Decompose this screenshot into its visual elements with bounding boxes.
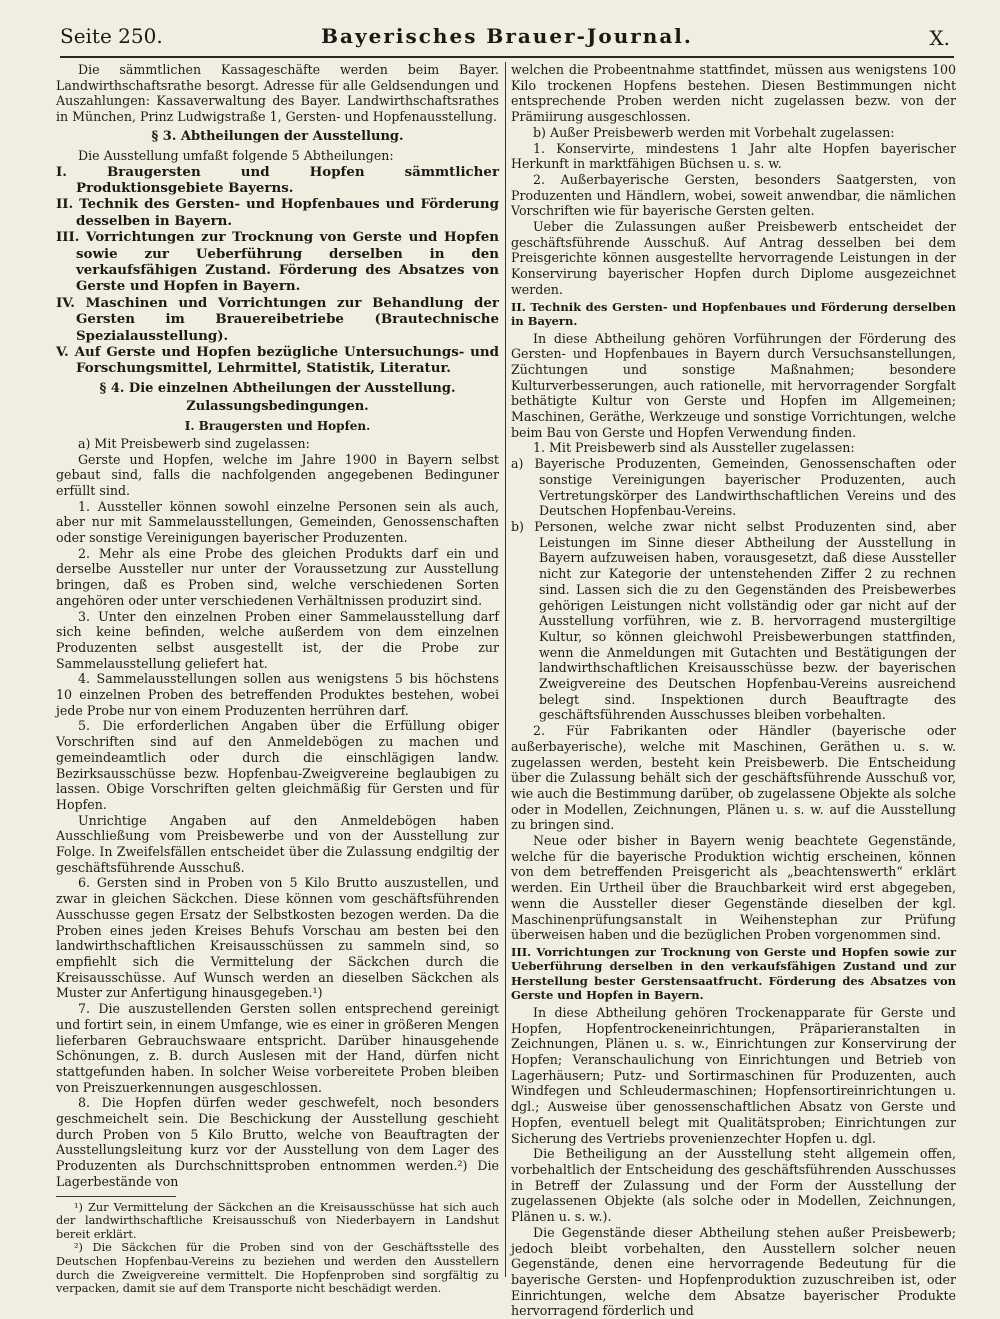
footnote: ²) Die Säckchen für die Proben sind von der Geschäftsstelle des Deutschen Hopfenbau-Vereins zu beziehen und werden den Ausstellern durch die Zweigvereine vermittelt. Die Hopfenproben sind sorgfältig zu verpacken, damit sie auf dem Transporte nicht beschädigt werden. xyxy=(56,1241,499,1296)
paragraph: In diese Abtheilung gehören Trockenapparate für Gerste und Hopfen, Hopfentrockeneinrichtungen, Präparieranstalten in Zeichnungen, Plänen u. s. w., Einrichtungen zur Konservirung der Hopfen; Veranschaulichung von Einrichtungen und Betrieb von Lagerhäusern; Putz- und Sortirmaschinen für Produzenten, auch Windfegen und Schleudermaschinen; Hopfensortireinrichtungen u. dgl.; Ausweise über genossenschaftlichen Absatz von Gerste und Hopfen, eventuell belegt mit Qualitätsproben; Einrichtungen zur Sicherung des Vertriebs provenienzechter Hopfen u. dgl. xyxy=(511,1004,956,1146)
section-heading: § 4. Die einzelnen Abtheilungen der Ausstellung. Zulassungsbedingungen. xyxy=(99,380,456,414)
subsection-heading: III. Vorrichtungen zur Trocknung von Gerste und Hopfen sowie zur Ueberführung derselben in den verkaufsfähigen Zustand und zur Herstellung bester Gerstensaatfrucht. Förderung des Absatzes von Gerste und Hopfen in Bayern. xyxy=(511,944,956,1003)
article-body xyxy=(56,62,956,1319)
paragraph: 2. Außerbayerische Gersten, besonders Saatgersten, von Produzenten und Händlern, wobei, soweit anwendbar, die nämlichen Vorschriften wie für bayerische Gersten gelten. xyxy=(511,171,956,219)
paragraph: Die sämmtlichen Kassageschäfte werden beim Bayer. Landwirthschaftsrathe besorgt. Adresse für alle Geldsendungen und Auszahlungen: Kassaverwaltung des Bayer. Landwirthschaftsrathes in München, Prinz Ludwigstraße 1, Gersten- und Hopfenausstellung. xyxy=(56,62,499,125)
paragraph: Neue oder bisher in Bayern wenig beachtete Gegenstände, welche für die bayerische Produktion wichtig erscheinen, können von dem betreffenden Preisgericht als „beachtenswerth“ erklärt werden. Ein Urtheil über die Brauchbarkeit wird erst abgegeben, wenn die Aussteller dieser Gegenstände dieselben der kgl. Maschinenprüfungsanstalt in Weihenstephan zur Prüfung überweisen haben und die bezüglichen Proben vorgenommen sind. xyxy=(511,833,956,943)
paragraph: 8. Die Hopfen dürfen weder geschwefelt, noch besonders geschmeichelt sein. Die Beschickung der Ausstellung geschieht durch Proben von 5 Kilo Brutto, welche von Beauftragten der Ausstellungsleitung kurz vor der Ausstellung von dem Lager des Produzenten als Durchschnittsproben entnommen werden.²) Die Lagerbestände von xyxy=(56,1095,499,1189)
division-item: I. Braugersten und Hopfen sämmtlicher Produktionsgebiete Bayerns. xyxy=(56,163,499,196)
paragraph: Gerste und Hopfen, welche im Jahre 1900 in Bayern selbst gebaut sind, falls die nachfolgenden angegebenen Bedinguner erfüllt sind. xyxy=(56,451,499,498)
paragraph: 3. Unter den einzelnen Proben einer Sammelausstellung darf sich keine befinden, welche außerdem von dem einzelnen Produzenten selbst ausgestellt ist, der die Probe zur Sammelausstellung geliefert hat. xyxy=(56,608,499,671)
paragraph: 1. Konservirte, mindestens 1 Jahr alte Hopfen bayerischer Herkunft in marktfähigen Büchsen u. s. w. xyxy=(511,140,956,172)
paragraph: 2. Für Fabrikanten oder Händler (bayerische oder außerbayerische), welche mit Maschinen, Geräthen u. s. w. zugelassen werden, besteht kein Preisbewerb. Die Entscheidung über die Zulassung behält sich der geschäftsführende Ausschuß vor, wie auch die Bestimmung darüber, ob zugelassene Objekte als solche oder in Modellen, Zeichnungen, Plänen u. s. w. auf die Ausstellung zu bringen sind. xyxy=(511,723,956,833)
list-item: b) Personen, welche zwar nicht selbst Produzenten sind, aber Leistungen im Sinne dieser Abtheilung der Ausstellung in Bayern aufzuweisen haben, vorausgesetzt, daß diese Aussteller nicht zur Kategorie der untenstehenden Ziffer 2 zu rechnen sind. Lassen sich die zu den Gegenständen des Preisbewerbes gehörigen Leistungen nicht vollständig oder gar nicht auf der Ausstellung vorführen, wie z. B. hervorragend mustergiltige Kultur, so können gleichwohl Preisbewerbungen stattfinden, wenn die Anmeldungen mit Gutachten und Bestätigungen der landwirthschaftlichen Kreisausschüsse bezw. der bayerischen Zweigvereine des Deutschen Hopfenbau-Vereins ausreichend belegt sind. Inspektionen durch Beauftragte des geschäftsführenden Ausschusses bleiben vorbehalten. xyxy=(511,518,956,723)
paragraph: b) Außer Preisbewerb werden mit Vorbehalt zugelassen: xyxy=(533,124,895,140)
paragraph: Die Gegenstände dieser Abtheilung stehen außer Preisbewerb; jedoch bleibt vorbehalten, den Ausstellern solcher neuen Gegenstände, denen eine hervorragende Bedeutung für die bayerische Gersten- und Hopfenproduktion zuzuschreiben ist, oder Einrichtungen, welche dem Absatze bayerischer Produkte hervorragend förderlich und xyxy=(511,1224,956,1319)
paragraph: Die Betheiligung an der Ausstellung steht allgemein offen, vorbehaltlich der Entscheidung des geschäftsführenden Ausschusses in Betreff der Zulassung und der Form der Ausstellung der zugelassenen Objekte (als solche oder in Modellen, Zeichnungen, Plänen u. s. w.). xyxy=(511,1146,956,1225)
footnote: ¹) Zur Vermittelung der Säckchen an die Kreisausschüsse hat sich auch der landwirthschaftliche Kreisausschuß von Niederbayern in Landshut bereit erklärt. xyxy=(56,1200,499,1241)
page-header xyxy=(60,24,954,58)
paragraph: Die Ausstellung umfaßt folgende 5 Abtheilungen: xyxy=(78,147,394,163)
paragraph: Ueber die Zulassungen außer Preisbewerb entscheidet der geschäftsführende Ausschuß. Auf Antrag desselben bei dem Preisgerichte können ausgestellte hervorragende Leistungen in der Konservirung bayerischer Hopfen durch Diplome ausgezeichnet werden. xyxy=(511,219,956,297)
paragraph: 4. Sammelausstellungen sollen aus wenigstens 5 bis höchstens 10 einzelnen Proben des betreffenden Produktes bestehen, wobei jede Probe nur von einem Produzenten herrühren darf. xyxy=(56,671,499,718)
division-item: III. Vorrichtungen zur Trocknung von Gerste und Hopfen sowie zur Ueberführung derselben in den verkaufsfähigen Zustand. Förderung des Absatzes von Gerste und Hopfen in Bayern. xyxy=(56,229,499,295)
list-item: a) Bayerische Produzenten, Gemeinden, Genossenschaften oder sonstige Vereinigungen bayerischer Produzenten, auch Vertretungskörper des Landwirthschaftlichen Vereins und des Deutschen Hopfenbau-Vereins. xyxy=(511,456,956,519)
paragraph: 7. Die auszustellenden Gersten sollen entsprechend gereinigt und fortirt sein, in einem Umfange, wie es einer in größeren Mengen lieferbaren Gebrauchswaare entspricht. Darüber hinausgehende Schönungen, z. B. durch Auslesen mit der Hand, dürfen nicht stattgefunden haben. In solcher Weise vorbereitete Proben bleiben von Preiszuerkennungen ausgeschlossen. xyxy=(56,1001,499,1095)
journal-title: Bayerisches Brauer-Journal. xyxy=(321,24,693,48)
right-column xyxy=(511,62,956,1319)
paragraph: 2. Mehr als eine Probe des gleichen Produkts darf ein und derselbe Aussteller nur unter der Voraussetzung zur Ausstellung bringen, daß es Proben sind, welche verschiedenen Sorten angehören oder unter verschiedenen Verhältnissen produzirt sind. xyxy=(56,545,499,608)
paragraph: In diese Abtheilung gehören Vorführungen der Förderung des Gersten- und Hopfenbaues in Bayern durch Versuchsanstellungen, Züchtungen und sonstige Maßnahmen; besondere Kulturverbesserungen, auch rationelle, mit hervorragender Sorgfalt bethätigte Kultur von Gerste und Hopfen im Allgemeinen; Maschinen, Geräthe, Werkzeuge und sonstige Vorrichtungen, welche beim Bau von Gerste und Hopfen Verwendung finden. xyxy=(511,330,956,440)
paragraph: 5. Die erforderlichen Angaben über die Erfüllung obiger Vorschriften sind auf den Anmeldebögen zu machen und gemeindeamtlich oder durch die einschlägigen landw. Bezirksausschüsse bezw. Hopfenbau-Zweigvereine beglaubigen zu lassen. Obige Vorschriften gelten gleichmäßig für Gersten und für Hopfen. xyxy=(56,718,499,812)
volume-number: X. xyxy=(929,26,950,50)
subsection-heading: I. Braugersten und Hopfen. xyxy=(184,418,371,433)
division-item: V. Auf Gerste und Hopfen bezügliche Untersuchungs- und Forschungsmittel, Lehrmittel, Statistik, Literatur. xyxy=(56,343,499,377)
division-item: IV. Maschinen und Vorrichtungen zur Behandlung der Gersten im Brauereibetriebe (Brautechnische Spezialausstellung). xyxy=(56,294,499,344)
left-column xyxy=(56,62,499,1296)
paragraph: a) Mit Preisbewerb sind zugelassen: xyxy=(78,435,310,451)
paragraph: 1. Aussteller können sowohl einzelne Personen sein als auch, aber nur mit Sammelausstellungen, Gemeinden, Genossenschaften oder sonstige Vereinigungen bayerischer Produzenten. xyxy=(56,498,499,546)
paragraph: 6. Gersten sind in Proben von 5 Kilo Brutto auszustellen, und zwar in gleichen Säckchen. Diese können vom geschäftsführenden Ausschusse gegen Ersatz der Selbstkosten bezogen werden. Da die Proben eines jeden Kreises Behufs Vorschau am besten bei den landwirthschaftlichen Kreisausschüssen zu sammeln sind, so empfiehlt sich die Vermittelung der Säckchen durch die Kreisausschüsse. Auf Wunsch werden an dieselben Säckchen als Muster zur Anfertigung hinausgegeben.¹) xyxy=(56,875,499,1001)
subsection-heading: II. Technik des Gersten- und Hopfenbaues und Förderung derselben in Bayern. xyxy=(511,299,956,329)
footnote-separator xyxy=(56,1196,176,1197)
paragraph: 1. Mit Preisbewerb sind als Aussteller zugelassen: xyxy=(533,440,855,456)
paragraph: welchen die Probeentnahme stattfindet, müssen aus wenigstens 100 Kilo trockenen Hopfens bestehen. Diesen Bestimmungen nicht entsprechende Proben werden nicht zugelassen bezw. von der Prämiirung ausgeschlossen. xyxy=(511,62,956,125)
division-item: II. Technik des Gersten- und Hopfenbaues und Förderung desselben in Bayern. xyxy=(56,196,499,229)
page-number: Seite 250. xyxy=(60,24,163,48)
paragraph: Unrichtige Angaben auf den Anmeldebögen haben Ausschließung vom Preisbewerbe und von der Ausstellung zur Folge. In Zweifelsfällen entscheidet über die Zulassung endgiltig der geschäftsführende Ausschuß. xyxy=(56,812,499,875)
section-heading: § 3. Abtheilungen der Ausstellung. xyxy=(151,128,404,144)
